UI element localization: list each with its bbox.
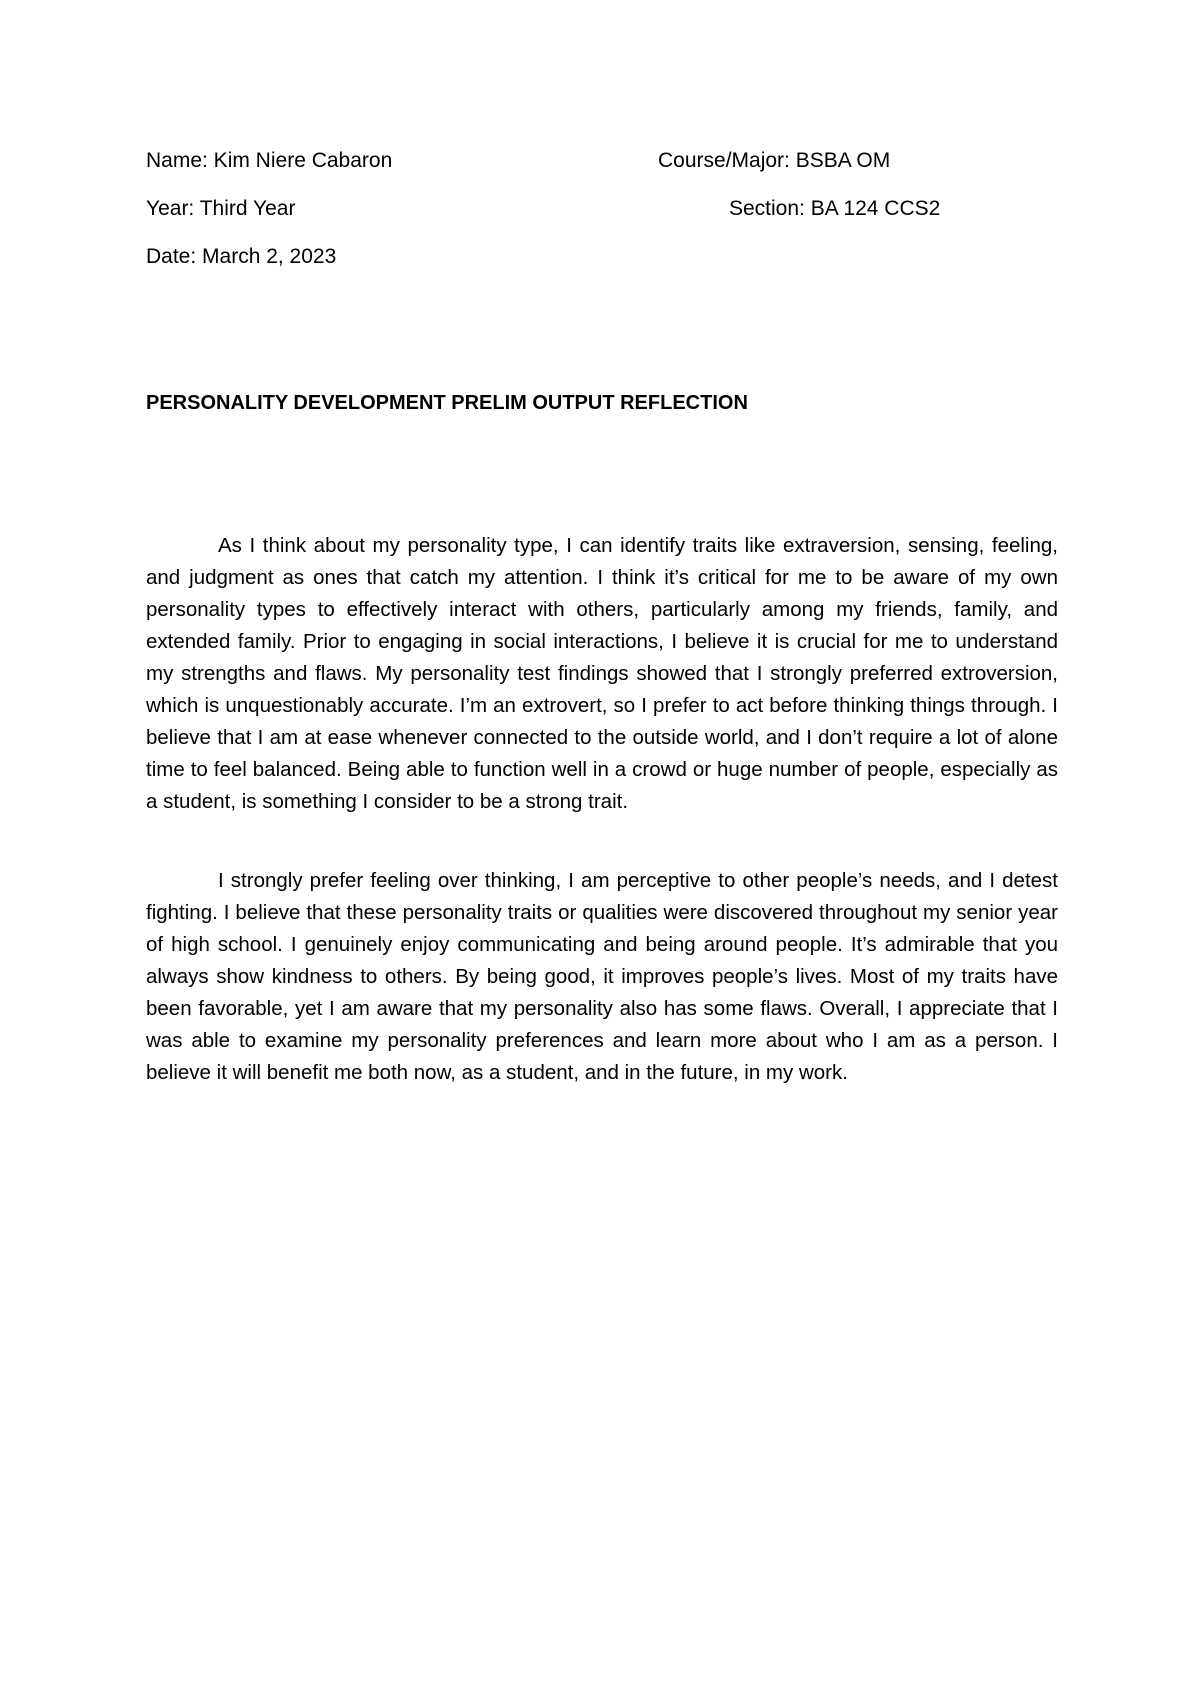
paragraph-text: I strongly prefer feeling over thinking, I am perceptive to other people’s needs, and I detest fighting. I believe that these personality traits or qualities were discovered throughout my senior year of high school. I genuinely enjoy communicating and being around people. It’s admirable that you always show kindness to others. By being good, it improves people’s lives. Most of my traits have been favorable, yet I am aware that my personality also has some flaws. Overall, I appreciate that I was able to examine my personality preferences and learn more about who I am as a person. I believe it will benefit me both now, as a student, and in the future, in my work.: [146, 869, 1058, 1084]
paragraph-text: As I think about my personality type, I can identify traits like extraversion, sensing, feeling, and judgment as ones that catch my attention. I think it’s critical for me to be aware of my own personality types to effectively interact with others, particularly among my friends, family, and extended family. Prior to engaging in social interactions, I believe it is crucial for me to understand my strengths and flaws. My personality test findings showed that I strongly preferred extroversion, which is unquestionably accurate. I’m an extrovert, so I prefer to act before thinking things through. I believe that I am at ease whenever connected to the outside world, and I don’t require a lot of alone time to feel balanced. Being able to function well in a crowd or huge number of people, especially as a student, is something I consider to be a strong trait.: [146, 534, 1058, 813]
student-name: Name: Kim Niere Cabaron: [146, 149, 393, 172]
section: Section: BA 124 CCS2: [729, 197, 941, 220]
body-paragraph-1: [146, 530, 1058, 818]
document-title: PERSONALITY DEVELOPMENT PRELIM OUTPUT REFLECTION: [146, 392, 748, 414]
year-level: Year: Third Year: [146, 197, 296, 220]
body-paragraph-2: [146, 865, 1058, 1089]
course-major: Course/Major: BSBA OM: [658, 149, 891, 172]
date: Date: March 2, 2023: [146, 245, 337, 268]
